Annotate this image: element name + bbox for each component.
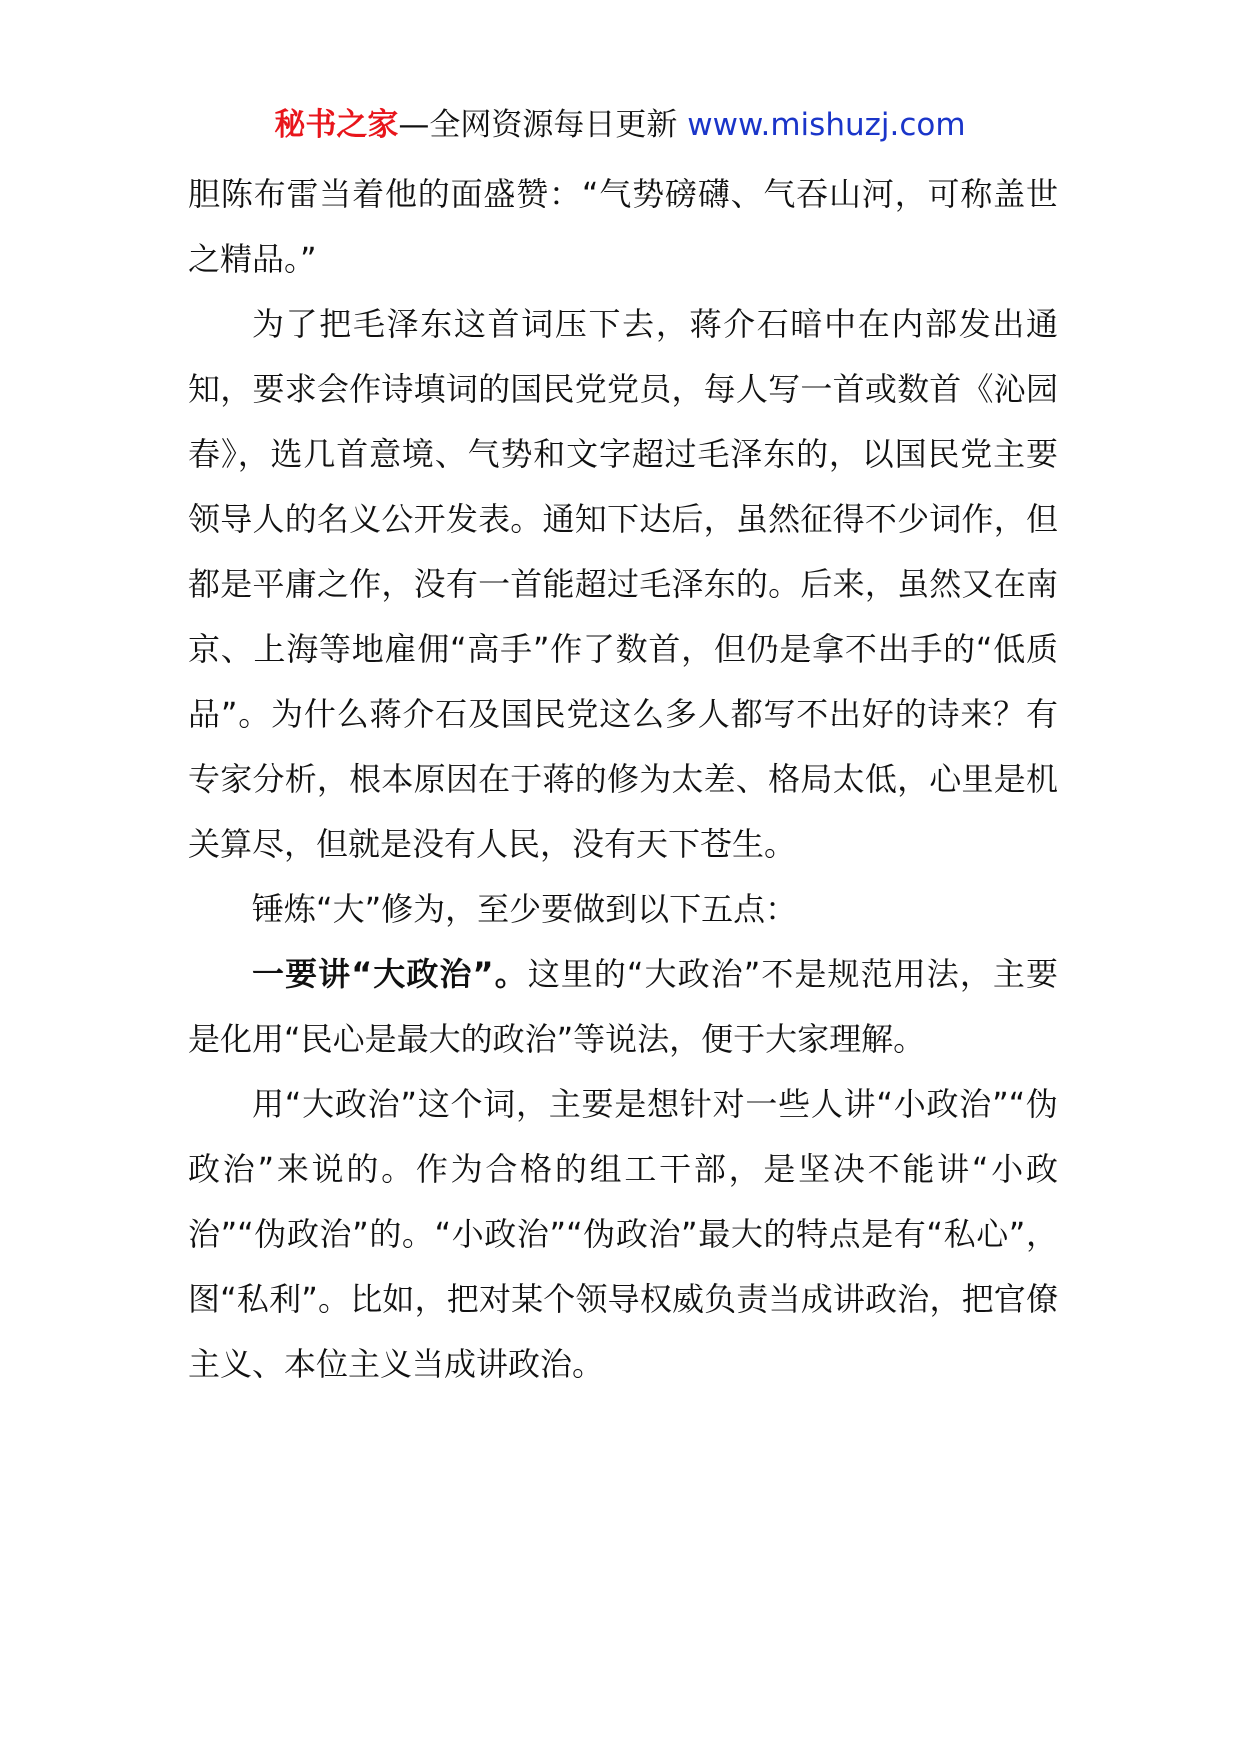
document-body bbox=[188, 162, 1058, 1397]
header-tagline: —全网资源每日更新 bbox=[398, 107, 688, 143]
paragraph-1: 胆陈布雷当着他的面盛赞：“气势磅礴、气吞山河，可称盖世之精品。” bbox=[188, 175, 1058, 278]
paragraph-5: 用“大政治”这个词，主要是想针对一些人讲“小政治”“伪政治”来说的。作为合格的组工干部，是坚决不能讲“小政治”“伪政治”的。“小政治”“伪政治”最大的特点是有“私心”，图“私利”。比如，把对某个领导权威负责当成讲政治，把官僚主义、本位主义当成讲政治。 bbox=[188, 1085, 1058, 1383]
paragraph-4-heading: 一要讲“大政治”。 bbox=[252, 955, 528, 993]
paragraph-4-text: 这里的“大政治”不是规范用法，主要是化用“民心是最大的政治”等说法，便于大家理解。 bbox=[188, 955, 1058, 1058]
paragraph-2: 为了把毛泽东这首词压下去，蒋介石暗中在内部发出通知，要求会作诗填词的国民党党员，每人写一首或数首《沁园春》，选几首意境、气势和文字超过毛泽东的，以国民党主要领导人的名义公开发表。通知下达后，虽然征得不少词作，但都是平庸之作，没有一首能超过毛泽东的。后来，虽然又在南京、上海等地雇佣“高手”作了数首，但仍是拿不出手的“低质品”。为什么蒋介石及国民党这么多人都写不出好的诗来？有专家分析，根本原因在于蒋的修为太差、格局太低，心里是机关算尽，但就是没有人民，没有天下苍生。 bbox=[188, 305, 1058, 863]
header-url-link[interactable]: www.mishuzj.com bbox=[687, 107, 966, 143]
paragraph-3: 锤炼“大”修为，至少要做到以下五点： bbox=[252, 890, 798, 928]
header-brand: 秘书之家 bbox=[274, 107, 399, 143]
paragraph-4 bbox=[188, 942, 1058, 1072]
page-header bbox=[0, 100, 1240, 150]
